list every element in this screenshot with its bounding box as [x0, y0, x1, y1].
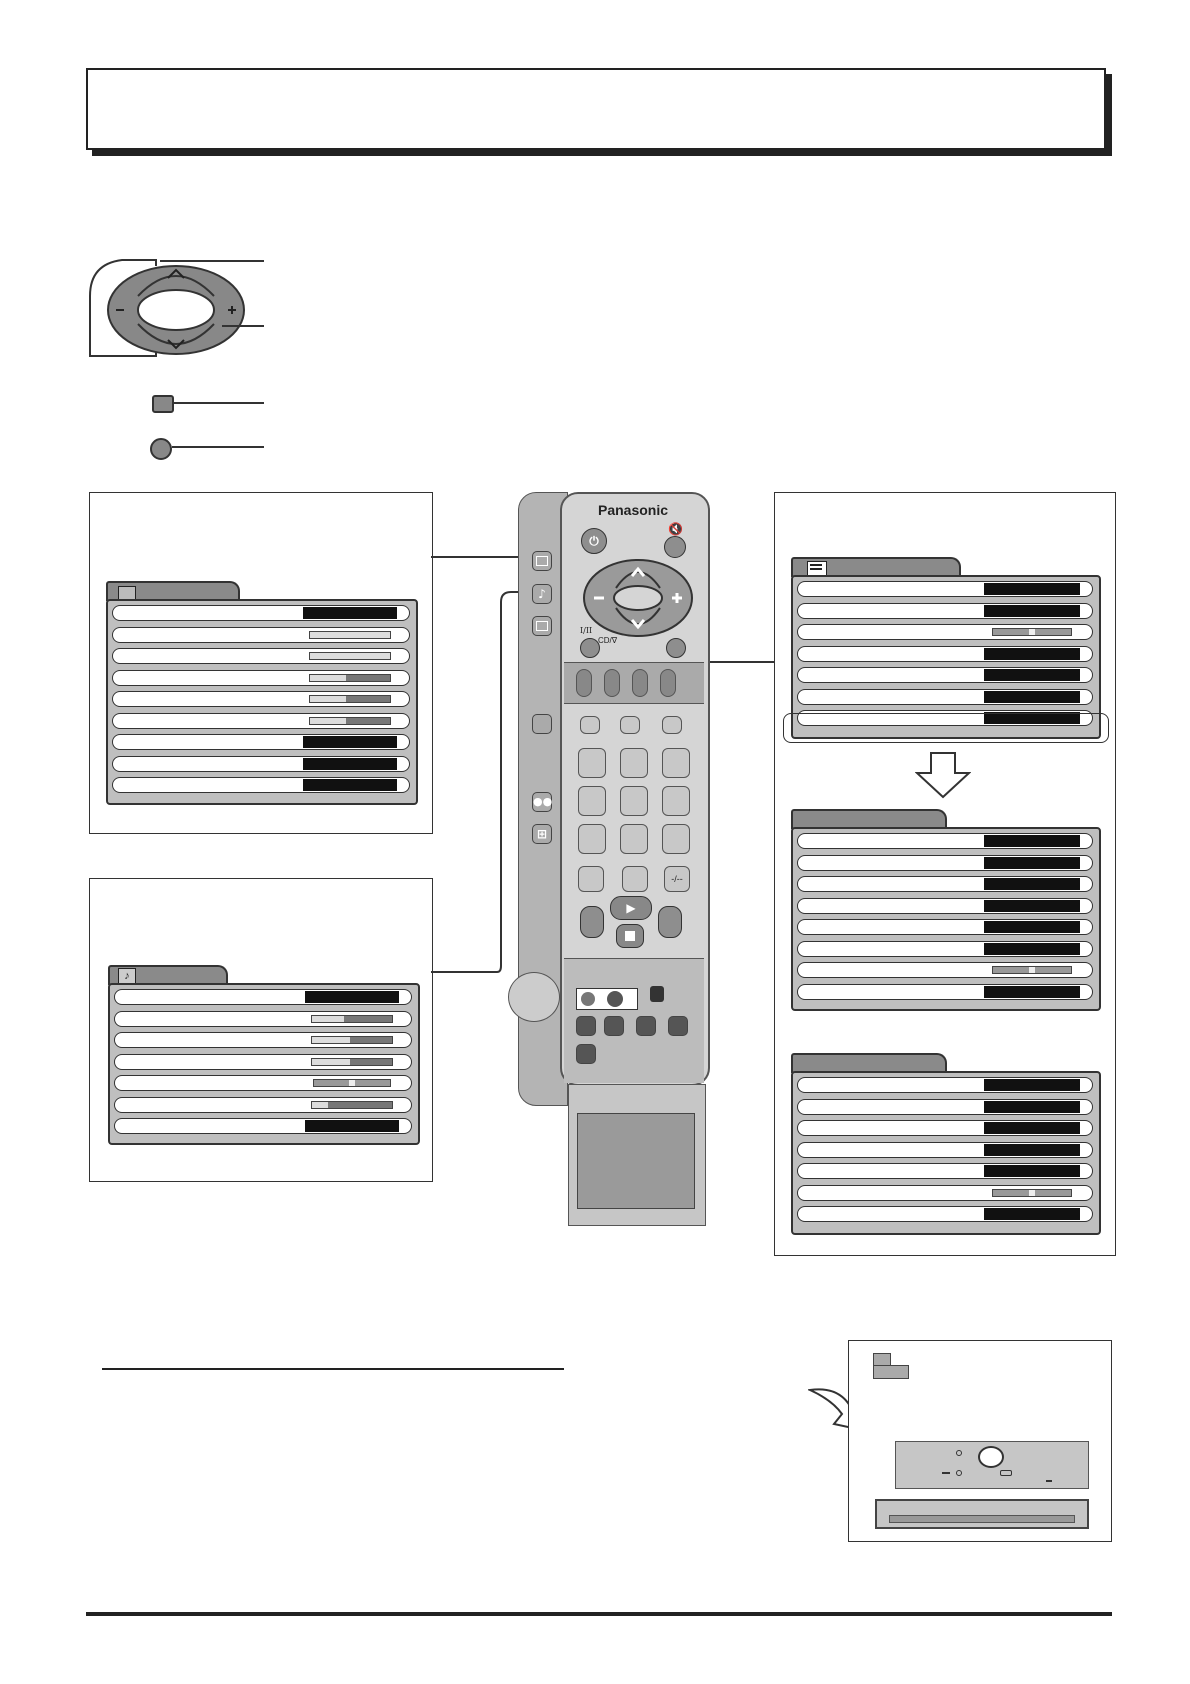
- teletext-key-1[interactable]: [580, 716, 600, 734]
- list-icon: [807, 561, 827, 576]
- menu-row[interactable]: [112, 648, 410, 664]
- menu-level-bar: [309, 631, 391, 639]
- menu-balance-bar: [992, 628, 1072, 636]
- open-cover: [568, 1084, 706, 1226]
- surround-key[interactable]: ●●: [532, 792, 552, 812]
- menu-row[interactable]: [797, 1142, 1093, 1158]
- mute-button[interactable]: [664, 536, 686, 558]
- legend-round-key: [150, 438, 172, 460]
- red-key[interactable]: [576, 669, 592, 697]
- menu-value: [984, 1079, 1080, 1091]
- fast-forward-button[interactable]: [658, 906, 682, 938]
- connector-picture-h: [431, 556, 531, 558]
- menu-row[interactable]: [797, 1185, 1093, 1201]
- menu-row[interactable]: [112, 605, 410, 621]
- menu-level-bar: [311, 1036, 393, 1044]
- mute-icon: 🔇: [668, 522, 683, 536]
- menu-row[interactable]: [797, 833, 1093, 849]
- control-dial[interactable]: [978, 1446, 1004, 1468]
- menu-row[interactable]: [797, 898, 1093, 914]
- tv-inset-panel: [848, 1340, 1112, 1542]
- number-key[interactable]: [662, 824, 690, 854]
- remote-brand: Panasonic: [598, 502, 669, 518]
- menu-value: [984, 921, 1080, 933]
- menu-level-bar: [309, 695, 391, 703]
- cover-window: [577, 1113, 695, 1209]
- vcr-key-2[interactable]: [576, 1044, 596, 1064]
- menu-row[interactable]: [112, 627, 410, 643]
- menu-balance-bar: [313, 1079, 391, 1087]
- sub-menu-2-tab: [791, 1053, 947, 1073]
- green-key[interactable]: [604, 669, 620, 697]
- number-key[interactable]: [620, 786, 648, 816]
- record-button[interactable]: [581, 992, 595, 1006]
- rewind-button[interactable]: [580, 906, 604, 938]
- text-key[interactable]: [532, 714, 552, 734]
- menu-value: [984, 878, 1080, 890]
- connector-sound: [431, 580, 531, 980]
- menu-value: [984, 857, 1080, 869]
- menu-value: [303, 758, 397, 770]
- number-key[interactable]: [578, 748, 606, 778]
- number-key[interactable]: [578, 824, 606, 854]
- setup-selection-highlight: [783, 713, 1109, 743]
- number-key[interactable]: [662, 786, 690, 816]
- sub-heading-rule: [102, 1368, 564, 1370]
- sub-menu-1-list: [791, 827, 1101, 1011]
- menu-row[interactable]: [112, 777, 410, 793]
- menu-row[interactable]: [112, 734, 410, 750]
- menu-row[interactable]: [797, 1163, 1093, 1179]
- menu-row[interactable]: [114, 1054, 412, 1070]
- remote-dpad[interactable]: [582, 558, 694, 638]
- menu-value: [984, 835, 1080, 847]
- menu-row[interactable]: [797, 876, 1093, 892]
- menu-value: [305, 1120, 399, 1132]
- menu-value: [303, 779, 397, 791]
- menu-row[interactable]: [797, 1099, 1093, 1115]
- menu-block-icon: [873, 1353, 907, 1377]
- menu-row[interactable]: [797, 855, 1093, 871]
- legend-line-square: [172, 402, 264, 404]
- menu-row[interactable]: [114, 1032, 412, 1048]
- menu-value: [984, 1165, 1080, 1177]
- menu-row[interactable]: [797, 581, 1093, 597]
- remote-control: [518, 492, 708, 1227]
- picture-menu-tab: [106, 581, 240, 601]
- legend-line-up: [160, 260, 264, 262]
- menu-balance-bar: [992, 1189, 1072, 1197]
- menu-value: [984, 1101, 1080, 1113]
- menu-value: [303, 736, 397, 748]
- sensor-mark: [1000, 1470, 1012, 1476]
- menu-row[interactable]: [112, 670, 410, 686]
- menu-row[interactable]: [797, 624, 1093, 640]
- menu-row[interactable]: [797, 646, 1093, 662]
- legend-square-key: [152, 395, 174, 413]
- picture-menu-list: [106, 599, 418, 805]
- menu-balance-bar: [992, 966, 1072, 974]
- pause-button[interactable]: [604, 1016, 624, 1036]
- sound-menu-key[interactable]: ♪: [532, 584, 552, 604]
- number-key[interactable]: [578, 786, 606, 816]
- multi-window-key[interactable]: ⊞: [532, 824, 552, 844]
- setup-menu-key[interactable]: [532, 616, 552, 636]
- indicator-dot-1: [956, 1450, 962, 1456]
- indicator-dot-2: [956, 1470, 962, 1476]
- yellow-key[interactable]: [632, 669, 648, 697]
- menu-value: [984, 648, 1080, 660]
- menu-row[interactable]: [114, 989, 412, 1005]
- title-box: [86, 68, 1106, 150]
- menu-value: [305, 991, 399, 1003]
- menu-row[interactable]: [797, 689, 1093, 705]
- input-key[interactable]: [578, 866, 604, 892]
- zero-key[interactable]: [622, 866, 648, 892]
- number-key[interactable]: [662, 748, 690, 778]
- channel-down-button[interactable]: [636, 1016, 656, 1036]
- menu-row[interactable]: [797, 603, 1093, 619]
- menu-value: [984, 943, 1080, 955]
- outline-down-arrow-icon: [915, 751, 971, 799]
- music-note-icon: ♪: [118, 968, 136, 984]
- number-key[interactable]: [620, 824, 648, 854]
- menu-row[interactable]: [797, 667, 1093, 683]
- menu-row[interactable]: [114, 1097, 412, 1113]
- setup-menu-panel: [774, 492, 1116, 1256]
- nav-pad-illustration: [86, 256, 251, 366]
- menu-value: [984, 1122, 1080, 1134]
- menu-level-bar: [311, 1101, 393, 1109]
- number-key[interactable]: [620, 748, 648, 778]
- power-button[interactable]: ⏻: [581, 528, 607, 554]
- screen-icon: [118, 586, 136, 600]
- menu-row[interactable]: [797, 1206, 1093, 1222]
- picture-menu-key[interactable]: [532, 551, 552, 571]
- teletext-key-2[interactable]: [620, 716, 640, 734]
- sound-menu-list: [108, 983, 420, 1145]
- minus-mark: [942, 1472, 950, 1474]
- footer-rule: [86, 1612, 1112, 1616]
- sub-menu-1-tab: [791, 809, 947, 829]
- tv-control-panel: [895, 1441, 1089, 1489]
- menu-value: [984, 986, 1080, 998]
- legend-line-leftright: [222, 325, 264, 327]
- menu-row[interactable]: [797, 941, 1093, 957]
- picture-menu-panel: [89, 492, 433, 834]
- channel-up-button[interactable]: [668, 1016, 688, 1036]
- menu-value: [984, 605, 1080, 617]
- color-keys-area: [564, 662, 704, 704]
- menu-row[interactable]: [797, 1120, 1093, 1136]
- sap-label: I/II: [580, 626, 593, 635]
- menu-row[interactable]: [112, 756, 410, 772]
- sound-menu-panel: [89, 878, 433, 1182]
- menu-row[interactable]: [797, 984, 1093, 1000]
- menu-value: [984, 1144, 1080, 1156]
- menu-row[interactable]: [114, 1011, 412, 1027]
- menu-row[interactable]: [112, 713, 410, 729]
- stop-button[interactable]: [616, 924, 644, 948]
- vcr-power-button[interactable]: [607, 991, 623, 1007]
- menu-row[interactable]: [797, 919, 1093, 935]
- vcr-key-1[interactable]: [576, 1016, 596, 1036]
- number-pad: [576, 748, 694, 862]
- menu-row[interactable]: [114, 1075, 412, 1091]
- menu-level-bar: [309, 652, 391, 660]
- blue-key[interactable]: [660, 669, 676, 697]
- menu-value: [303, 607, 397, 619]
- play-button[interactable]: ▶: [610, 896, 652, 920]
- menu-value: [984, 1208, 1080, 1220]
- menu-row[interactable]: [114, 1118, 412, 1134]
- vcr-tv-switch[interactable]: [650, 986, 664, 1002]
- menu-row[interactable]: [797, 1077, 1093, 1093]
- remote-oval-cutout: [508, 972, 560, 1022]
- record-power-panel: [576, 988, 638, 1010]
- menu-level-bar: [309, 717, 391, 725]
- underscore-mark: [1046, 1480, 1052, 1482]
- sub-menu-2-list: [791, 1071, 1101, 1235]
- menu-value: [984, 583, 1080, 595]
- sap-button[interactable]: [580, 638, 600, 658]
- teletext-key-3[interactable]: [662, 716, 682, 734]
- legend-line-round: [172, 446, 264, 448]
- sound-menu-tab: [108, 965, 228, 985]
- recall-button[interactable]: [666, 638, 686, 658]
- menu-value: [984, 900, 1080, 912]
- setup-menu-tab: [791, 557, 961, 577]
- digit-mode-key[interactable]: -/--: [664, 866, 690, 892]
- menu-row[interactable]: [112, 691, 410, 707]
- menu-value: [984, 669, 1080, 681]
- menu-level-bar: [311, 1015, 393, 1023]
- menu-level-bar: [309, 674, 391, 682]
- mode-label: CD/∇: [598, 636, 618, 645]
- menu-level-bar: [311, 1058, 393, 1066]
- tv-base: [875, 1499, 1089, 1529]
- menu-row[interactable]: [797, 962, 1093, 978]
- menu-value: [984, 691, 1080, 703]
